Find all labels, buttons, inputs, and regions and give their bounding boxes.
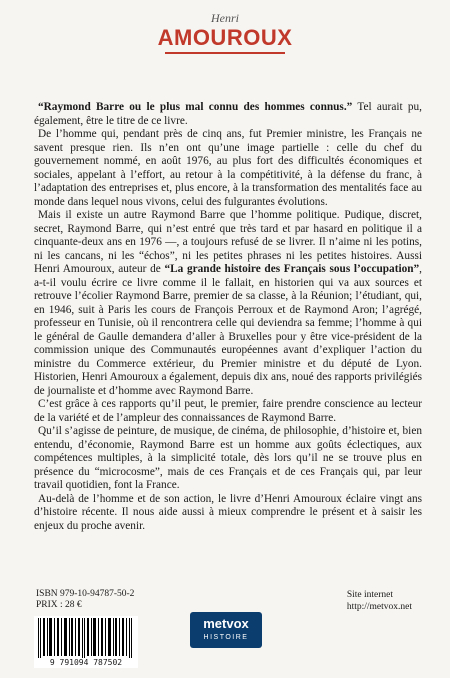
author-last-name: AMOUROUX [157, 25, 293, 50]
logo-name: metvox [203, 616, 249, 631]
website-block [347, 589, 412, 613]
publisher-logo [190, 612, 262, 648]
isbn-block [36, 589, 134, 611]
paragraph-4: C’est grâce à ces rapports qu’il peut, le premier, faire prendre conscience au lecteur de la variété et de l’ampleur des connaissances de Raymond Barre. [34, 398, 422, 424]
barcode-number: 9 791094 787502 [34, 658, 138, 667]
paragraph-3-b: , a-t-il voulu écrire ce livre comme il le fallait, en historien qui va aux sources et retrouve l’écolier Raymond Barre, premier de sa classe, à la Réunion; l’étudiant, qui, en 1946, suit à Paris les cours de François Perroux et de Raymond Aron; l’agrégé, professeur en Tunisie, où il rencontrera celle qui deviendra sa femme; l’homme à qui le général de Gaulle demandera d’aller à Bruxelles pour y être vice-président de la commission unique des Communautés européennes avant d’expliquer l’action du ministre du Commerce extérieur, du Premier ministre et du député de Lyon. Historien, Henri Amouroux a également, depuis dix ans, noué des rapports privilégiés de journaliste et d’homme avec Raymond Barre. [34, 263, 422, 397]
price: PRIX : 28 € [36, 600, 82, 610]
website-label: Site internet [346, 590, 393, 600]
paragraph-2: De l’homme qui, pendant près de cinq ans, fut Premier ministre, les Français ne savent presque rien. Ils n’en ont qu’une image partielle : celle du chef du gouvernement nommé, en août 1976, au plus fort des difficultés économiques et sociales, appelant à l’effort, au retour à la compétitivité, à la défense du franc, à l’adaptation des entreprises et, plus encore, à la transformation des mentalités face au monde dans lequel nous vivons, celui des fulgurantes évolutions. [34, 128, 422, 208]
paragraph-6: Au-delà de l’homme et de son action, le livre d’Henri Amouroux éclaire vingt ans d’histoire récente. Il nous aide aussi à mieux comprendre le présent et à saisir les enjeux du proche avenir. [34, 492, 422, 532]
isbn: ISBN 979-10-94787-50-2 [36, 589, 135, 599]
barcode-bars-icon [34, 616, 138, 660]
author-first-name: Henri [211, 11, 239, 25]
paragraph-3 [34, 209, 422, 398]
quote-title: “Raymond Barre ou le plus mal connu des hommes connus.” [38, 101, 353, 113]
paragraph-5: Qu’il s’agisse de peinture, de musique, de cinéma, de philosophie, d’histoire et, bien entendu, d’économie, Raymond Barre est un homme aux goûts éclectiques, aux compétences multiples, à la simplicité totale, dès lors qu’il ne se trouve plus en présence du “microcosme”, mais de ces Français et de ces Français qui, par leur travail quotidien, font la France. [34, 425, 422, 491]
paragraph-1 [34, 101, 422, 128]
header [0, 12, 450, 54]
website-url[interactable]: http://metvox.net [346, 602, 412, 612]
book-reference: “La grande histoire des Français sous l’occupation” [164, 263, 420, 275]
header-rule [165, 52, 285, 54]
logo-subtitle: HISTOIRE [203, 634, 249, 641]
paragraph-1-rest: Tel aurait pu, également, être le titre de ce livre. [34, 101, 422, 127]
back-cover-text [34, 101, 422, 533]
paragraph-3-a: Mais il existe un autre Raymond Barre que l’homme politique. Pudique, discret, secret, Raymond Barre, qui n’est entré que très tard et par hasard en politique il a cinquante-deux ans en 1976 —, a toujours refusé de se livrer. Il n’aime ni les potins, ni les cancans, ni les “échos”, ni les petites phrases ni les petites histoires. Aussi Henri Amouroux, auteur de [34, 209, 422, 275]
